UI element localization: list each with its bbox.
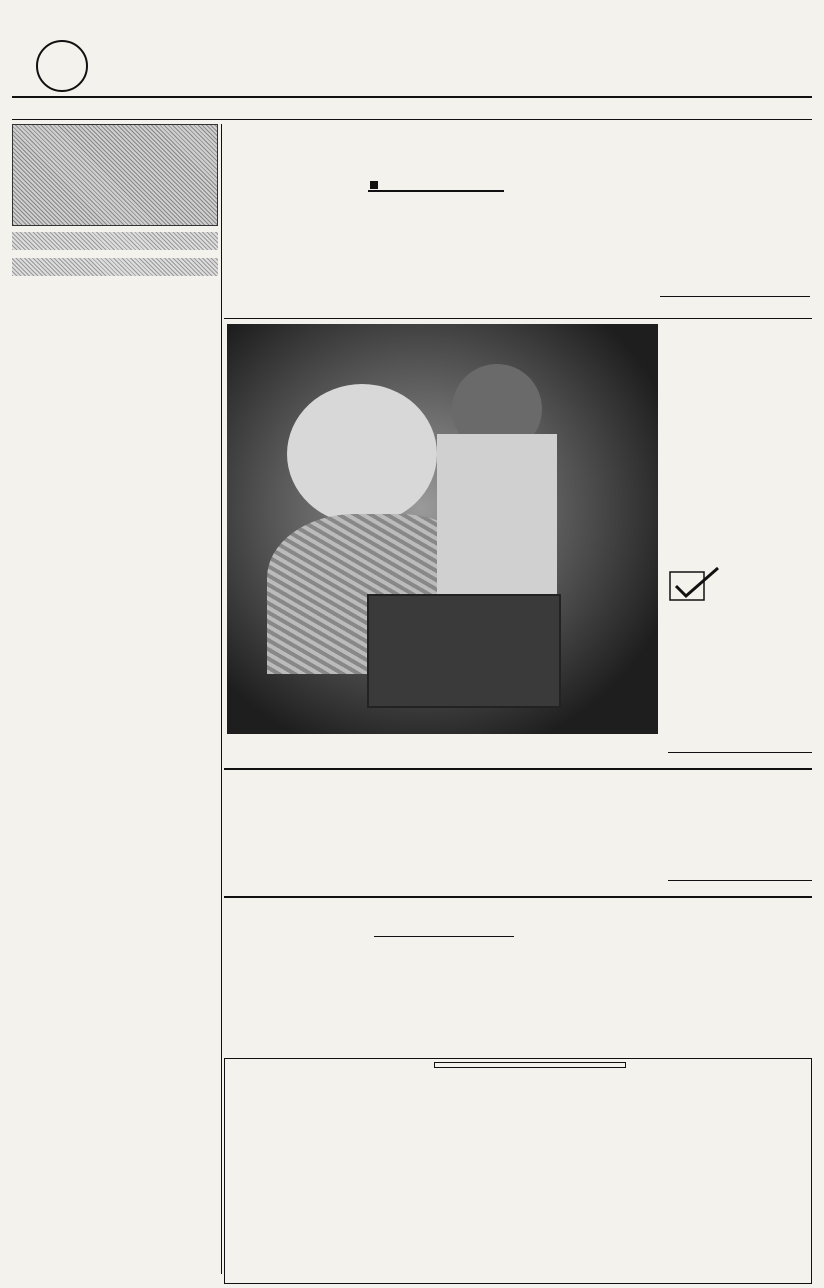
section-label-index: [12, 232, 218, 250]
voting-photo: [227, 324, 658, 734]
related-story-link[interactable]: [374, 936, 514, 937]
in-the-paper-today-banner: [12, 124, 218, 226]
see-greenpeace: [668, 880, 812, 881]
focus-title: [434, 1062, 626, 1068]
vote-check-icon: [668, 566, 724, 606]
masthead-rule: [12, 96, 812, 98]
woman-figure: [287, 384, 437, 524]
see-schedule: [660, 296, 810, 297]
masthead-title: [120, 8, 710, 88]
focus-box: [224, 1058, 812, 1284]
recycled-seal: [36, 40, 88, 92]
tag-square-icon: [370, 181, 378, 189]
ballot-box: [367, 594, 561, 708]
see-election: [668, 752, 812, 753]
phone-numbers-banner: [12, 258, 218, 276]
man-shirt: [437, 434, 557, 604]
schools-tag: [368, 176, 504, 192]
sidebar: [12, 124, 218, 280]
